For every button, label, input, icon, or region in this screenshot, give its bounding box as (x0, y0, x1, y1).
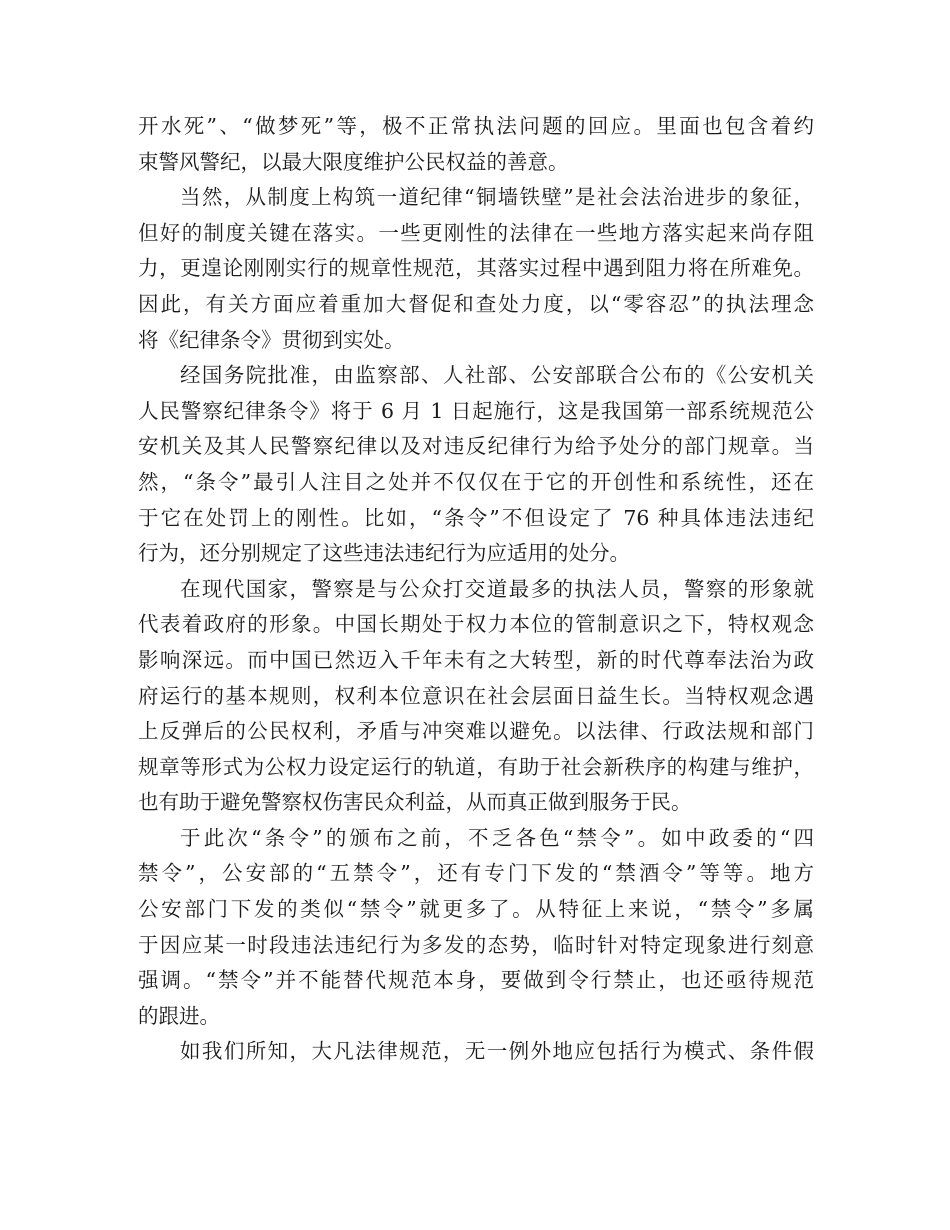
text-line: 安机关及其人民警察纪律以及对违反纪律行为给予处分的部门规章。当 (138, 434, 814, 459)
text-line: 行为，还分别规定了这些违法违纪行为应适用的处分。 (138, 541, 630, 566)
body-text (138, 109, 814, 1070)
text-line: 公安部门下发的类似“禁令”就更多了。从特征上来说，“禁令”多属 (138, 897, 814, 922)
text-line: 开水死”、“做梦死”等，极不正常执法问题的回应。里面也包含着约 (138, 114, 814, 138)
text-line: 影响深远。而中国已然迈入千年未有之大转型，新的时代尊奉法治为政 (138, 647, 814, 672)
text-line: 然，“条令”最引人注目之处并不仅仅在于它的开创性和系统性，还在 (138, 469, 814, 494)
text-line: 强调。“禁令”并不能替代规范本身，要做到令行禁止，也还亟待规范 (138, 968, 814, 993)
text-line: 也有助于避免警察权伤害民众利益，从而真正做到服务于民。 (138, 790, 692, 815)
text-line: 的跟进。 (138, 1003, 220, 1028)
text-line: 但好的制度关键在落实。一些更刚性的法律在一些地方落实起来尚存阻 (138, 220, 814, 245)
text-line: 力，更遑论刚刚实行的规章性规范，其落实过程中遇到阻力将在所难免。 (138, 256, 814, 281)
text-line: 府运行的基本规则，权利本位意识在社会层面日益生长。当特权观念遇 (138, 683, 814, 708)
text-line: 代表着政府的形象。中国长期处于权力本位的管制意识之下，特权观念 (138, 612, 814, 637)
text-line: 在现代国家，警察是与公众打交道最多的执法人员，警察的形象就 (180, 576, 814, 601)
text-line: 上反弹后的公民权利，矛盾与冲突难以避免。以法律、行政法规和部门 (138, 719, 814, 744)
text-line: 经国务院批准，由监察部、人社部、公安部联合公布的《公安机关 (180, 363, 814, 388)
text-line: 因此，有关方面应着重加大督促和查处力度，以“零容忍”的执法理念 (138, 291, 814, 316)
text-line: 当然，从制度上构筑一道纪律“铜墙铁壁”是社会法治进步的象征， (180, 185, 814, 210)
text-line: 规章等形式为公权力设定运行的轨道，有助于社会新秩序的构建与维护， (138, 754, 814, 779)
text-line: 将《纪律条令》贯彻到实处。 (138, 327, 405, 352)
text-line: 人民警察纪律条令》将于 6 月 1 日起施行，这是我国第一部系统规范公 (138, 398, 814, 423)
text-line: 于此次“条令”的颁布之前，不乏各色“禁令”。如中政委的“四 (180, 825, 814, 850)
text-line: 禁令”，公安部的“五禁令”，还有专门下发的“禁酒令”等等。地方 (138, 861, 814, 886)
text-line: 如我们所知，大凡法律规范，无一例外地应包括行为模式、条件假 (180, 1039, 814, 1064)
text-line: 束警风警纪，以最大限度维护公民权益的善意。 (138, 149, 569, 174)
text-line: 于因应某一时段违法违纪行为多发的态势，临时针对特定现象进行刻意 (138, 932, 814, 957)
text-line: 于它在处罚上的刚性。比如，“条令”不但设定了 76 种具体违法违纪 (138, 505, 814, 530)
